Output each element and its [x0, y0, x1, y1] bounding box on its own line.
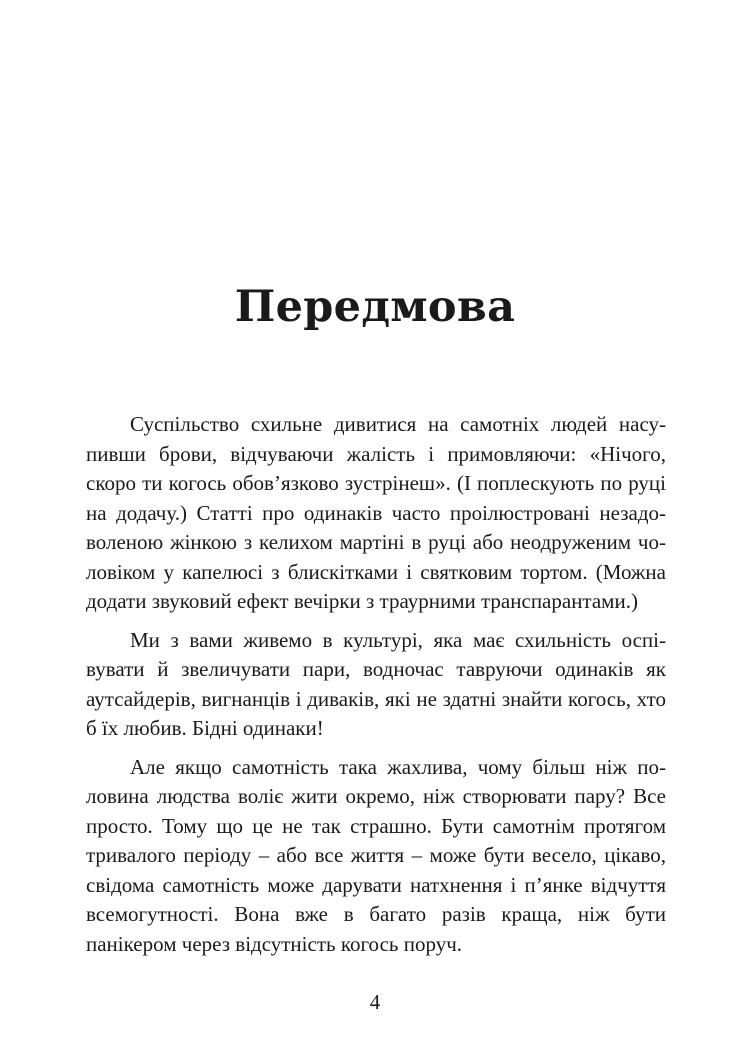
page-number: 4: [369, 990, 381, 1014]
paragraph-1: Суспільство схильне дивитися на самотніх людей насупивши брови, відчуваючи жалість і примовляючи: «Нічого, скоро ти когось обов’язково зустрінеш». (І поплескують по руці на додачу.) Статті про одинаків часто проілюстровані незадоволеною жінкою з келихом мартіні в руці або неодруженим чоловіком у капелюсі з блискітками і святковим тортом. (Можна додати звуковий ефект вечірки з траурними транспарантами.): [86, 412, 666, 613]
paragraph-2: Ми з вами живемо в культурі, яка має схильність оспівувати й звеличувати пари, водночас тавруючи одинаків як аутсайдерів, вигнанців і диваків, які не здатні знайти когось, хто б їх любив. Бідні одинаки!: [86, 627, 666, 740]
chapter-body: [86, 410, 666, 968]
paragraph-3: Але якщо самотність така жахлива, чому більш ніж половина людства воліє жити окремо, ніж створювати пару? Все просто. Тому що це не так страшно. Бути самотнім протягом тривалого періоду – або все життя – може бути весело, цікаво, свідома самотність може дарувати натхнення і п’янке відчуття всемогутності. Вона вже в багато разів краща, ніж бути панікером через відсутність когось поруч.: [86, 754, 666, 956]
chapter-title: Передмова: [234, 282, 516, 332]
